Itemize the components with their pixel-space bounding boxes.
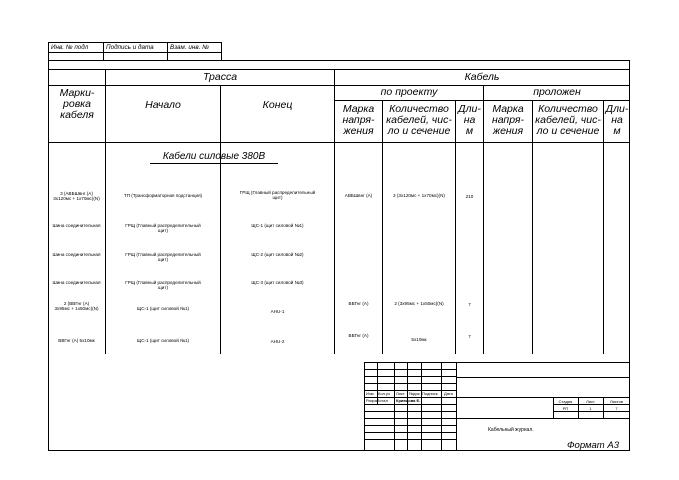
vzam-inv-label: Взам. инв. № [170, 44, 209, 51]
row-qty: 5х10мк [411, 337, 427, 342]
row-mark: Шина соединительная [52, 223, 101, 228]
tb-ndok: №док [409, 391, 420, 396]
tb-doc-title: Кабельный журнал. [488, 427, 534, 433]
row-mark: 2 (ВВГнг (А) 3х95мс + 1х50мс)(N) [54, 301, 99, 312]
header-qty-project: Количество кабелей, чис- ло и сечение [386, 103, 452, 137]
row-mark: Шина соединительная [52, 280, 101, 285]
header-marking: Марки- ровка кабеля [59, 87, 95, 121]
tb-izm: Изм. [366, 391, 375, 396]
tb-listov: Листов [610, 399, 623, 404]
tb-kol-uch: Кол.уч [378, 391, 390, 396]
row-start: ГРЩ (Главный распределительный щит) [125, 252, 201, 263]
row-brand: ВВГнг (А) [348, 301, 369, 306]
header-by-project: по проекту [380, 86, 438, 98]
tb-stadiya: Стадия [558, 399, 573, 404]
row-start: ГРЩ (Главный распределительный щит) [125, 223, 201, 234]
row-start: ЩС-1 (щит силовой №1) [136, 338, 190, 343]
tb-podpis: Подпись [422, 391, 438, 396]
row-start: ЩС-1 (щит силовой №1) [136, 306, 190, 311]
header-laid: проложен [533, 86, 581, 98]
row-mark: Шина соединительная [52, 252, 101, 257]
row-end: ЩС-1 (щит силовой №1) [251, 223, 304, 228]
header-start: Начало [145, 99, 181, 111]
row-end: ГРЩ (Главный распределительный щит) [239, 190, 316, 201]
header-cable: Кабель [464, 71, 500, 83]
section-title: Кабели силовые 380В [162, 151, 266, 162]
row-end: ЩС-3 (щит силовой №3) [251, 280, 304, 285]
tb-list2: Лист [586, 399, 595, 404]
format-label: Формат А3 [567, 440, 619, 451]
row-len: 7 [468, 334, 471, 339]
header-qty-laid: Количество кабелей, чис- ло и сечение [535, 103, 601, 137]
header-brand-laid: Марка напря- жения [491, 103, 525, 137]
row-qty: 3 (3х120мс + 1х70мс)(N) [393, 193, 445, 198]
header-len-laid: Дли- на м [605, 103, 629, 137]
row-mark: ВВГнг (А) 5х10мк [58, 338, 95, 343]
podpis-data-label: Подпись и дата [106, 44, 154, 51]
row-end: AHU-2 [270, 339, 285, 344]
tb-list: Лист [396, 391, 405, 396]
row-mark: 3 (АВБШвнг (А) 3х120мс + 1х70мс)(N) [53, 191, 100, 202]
row-len: 210 [465, 194, 474, 199]
tb-listov-val: 7 [615, 406, 618, 411]
row-qty: 2 (3х95мс + 1х50мс)(N) [394, 301, 444, 306]
row-start: ГРЩ (Главный распределительный щит) [125, 280, 201, 291]
tb-data: Дата [444, 391, 453, 396]
header-len-project: Дли- на м [458, 103, 481, 137]
tb-stadiya-val: РП [562, 406, 569, 411]
row-len: 7 [468, 302, 471, 307]
tb-author: Кривцова Е. [396, 398, 421, 403]
row-end: AHU-1 [270, 309, 285, 314]
row-brand: АВБШвнг (А) [344, 193, 373, 198]
frame-top [48, 60, 630, 61]
inv-podl-label: Инв. № подл [51, 44, 89, 51]
header-brand-project: Марка напря- жения [342, 103, 375, 137]
header-trassa: Трасса [202, 71, 238, 83]
row-brand: ВВГнг (А) [348, 333, 369, 338]
header-end: Конец [262, 99, 293, 111]
tb-razrabotal: Разработал [366, 398, 388, 403]
row-end: ЩС-2 (щит силовой №2) [251, 252, 304, 257]
row-start: ТП (Трансформаторная подстанция) [123, 193, 203, 198]
tb-list-val: 1 [589, 406, 592, 411]
